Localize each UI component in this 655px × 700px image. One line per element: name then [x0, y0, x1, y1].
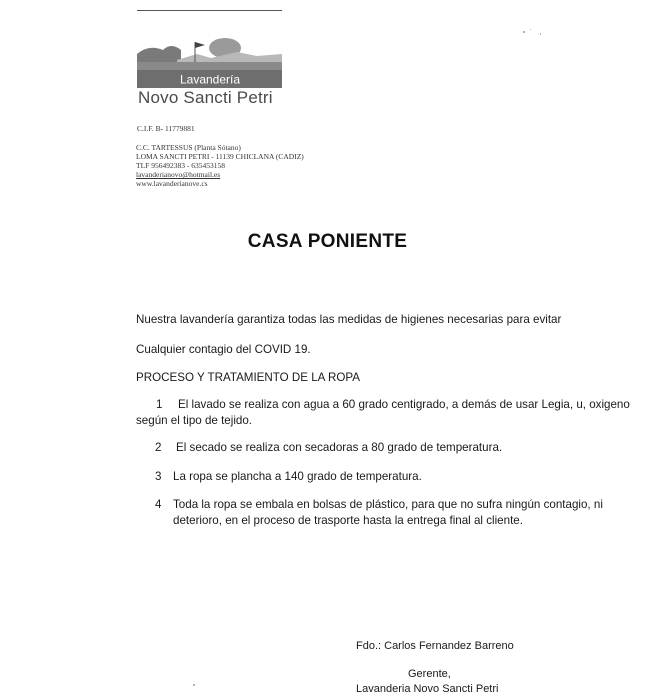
item-4-line-2: deterioro, en el proceso de trasporte hasta la entrega final al cliente. [173, 514, 523, 527]
signer-role: Gerente, [408, 668, 451, 680]
item-number: 3 [155, 470, 162, 483]
item-number: 1 [156, 398, 163, 411]
document-title: CASA PONIENTE [247, 231, 408, 252]
item-1-line-1: El lavado se realiza con agua a 60 grado centigrado, a demás de usar Legia, u, oxigeno [178, 398, 630, 411]
item-number: 2 [155, 441, 162, 454]
logo-text: Lavandería [179, 72, 241, 87]
address-line-2: LOMA SANCTI PETRI - 11139 CHICLANA (CADIZ) [136, 152, 304, 161]
website-address: www.lavanderianove.cs [136, 179, 208, 188]
scan-speck [523, 31, 525, 33]
signer-company: Lavanderia Novo Sancti Petri [356, 683, 499, 695]
item-3-line-1: La ropa se plancha a 140 grado de temperatura. [173, 470, 422, 483]
top-rule [137, 10, 282, 11]
section-heading: PROCESO Y TRATAMIENTO DE LA ROPA [136, 371, 360, 384]
phone-numbers: TLF 956492383 - 635453158 [136, 161, 225, 170]
scan-speck [540, 33, 541, 35]
item-1-line-2: según el tipo de tejido. [136, 414, 253, 427]
scan-speck [193, 684, 195, 686]
cif-number: C.I.F. B- 11779881 [137, 124, 195, 133]
address-line-1: C.C. TARTESSUS (Planta Sótano) [136, 143, 241, 152]
item-4-line-1: Toda la ropa se embala en bolsas de plástico, para que no sufra ningún contagio, ni [173, 498, 603, 511]
brand-name: Novo Sancti Petri [138, 88, 273, 107]
intro-line-1: Nuestra lavandería garantiza todas las medidas de higienes necesarias para evitar [136, 313, 562, 326]
lavanderia-logo [137, 36, 282, 88]
scan-speck [530, 29, 531, 30]
item-number: 4 [155, 498, 162, 511]
email-address: lavanderianovo@hotmail.es [136, 170, 221, 179]
item-2-line-1: El secado se realiza con secadoras a 80 grado de temperatura. [176, 441, 503, 454]
signed-by: Fdo.: Carlos Fernandez Barreno [356, 640, 514, 652]
intro-line-2: Cualquier contagio del COVID 19. [136, 343, 311, 356]
